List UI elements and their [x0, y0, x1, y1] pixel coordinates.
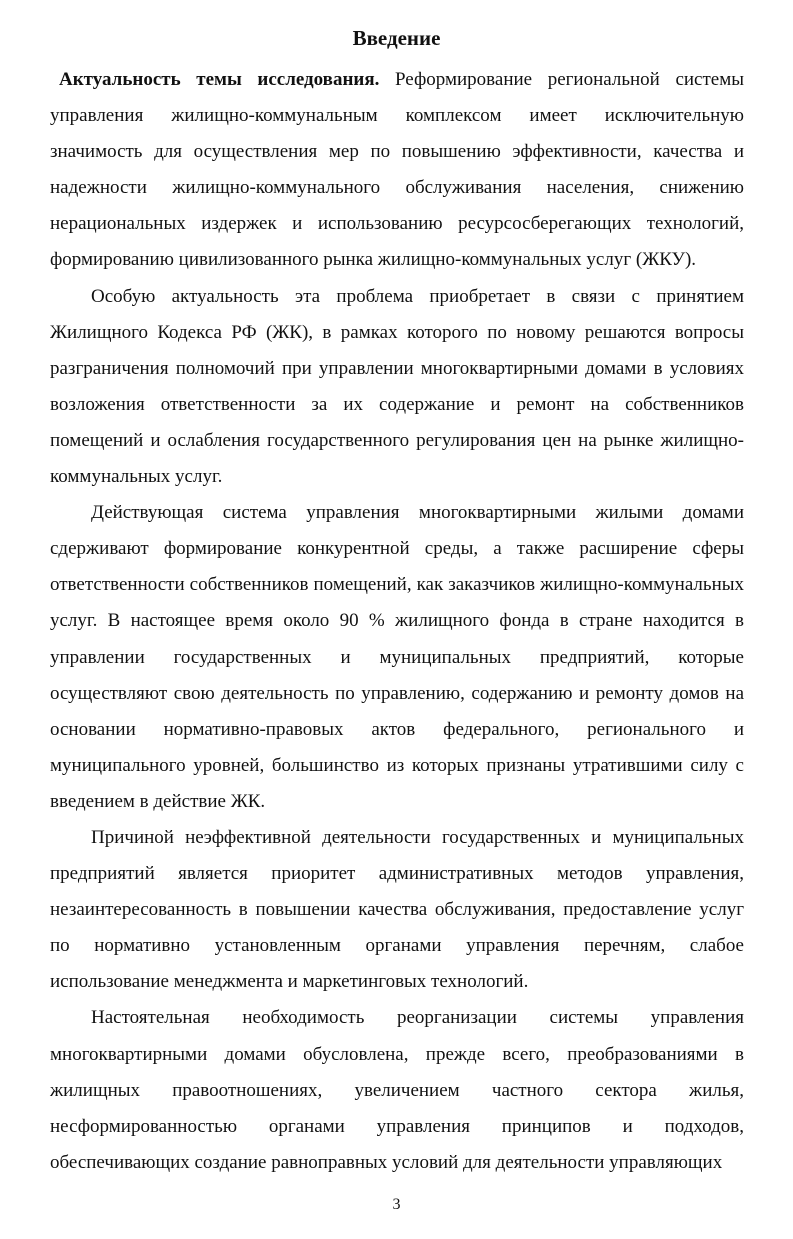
paragraph-lead-bold: Актуальность темы исследования. [59, 69, 380, 90]
paragraph-reorganization-need: Настоятельная необходимость реорганизации системы управления многоквартирными домами обусловлена, прежде всего, преобразованиями в жилищных правоотношениях, увеличением частного сектора жилья, несформированностью органами управления принципов и подходов, обеспечивающих создание равноправных условий для деятельности управляющих [50, 1007, 744, 1173]
paragraph-current-system: Действующая система управления многоквартирными жилыми домами сдерживают формирование конкурентной среды, а также расширение сферы ответственности собственников помещений, как заказчиков жилищно-коммунальных услуг. В настоящее время около 90 % жилищного фонда в стране находится в управлении государственных и муниципальных предприятий, которые осуществляют свою деятельность по управлению, содержанию и ремонту домов на основании нормативно-правовых актов федерального, регионального и муниципального уровней, большинство из которых признаны утратившими силу с введением в действие ЖК. [50, 502, 744, 812]
paragraph-housing-code: Особую актуальность эта проблема приобретает в связи с принятием Жилищного Кодекса РФ (ЖК), в рамках которого по новому решаются вопросы разграничения полномочий при управлении многоквартирными домами в условиях возложения ответственности за их содержание и ремонт на собственников помещений и ослабления государственного регулирования цен на рынке жилищно-коммунальных услуг. [50, 285, 744, 488]
document-body [50, 62, 744, 1181]
paragraph-relevance [50, 62, 744, 279]
section-title: Введение [352, 26, 441, 50]
page-number: 3 [392, 1196, 401, 1213]
paragraph-inefficiency-causes: Причиной неэффективной деятельности государственных и муниципальных предприятий является приоритет административных методов управления, незаинтересованность в повышении качества обслуживания, предоставление услуг по нормативно установленным органами управления перечням, слабое использование менеджмента и маркетинговых технологий. [50, 826, 744, 993]
paragraph-text: Реформирование региональной системы управления жилищно-коммунальным комплексом имеет исключительную значимость для осуществления мер по повышению эффективности, качества и надежности жилищно-коммунального обслуживания населения, снижению нерациональных издержек и использованию ресурсосберегающих технологий, формированию цивилизованного рынка жилищно-коммунальных услуг (ЖКУ). [50, 69, 745, 271]
